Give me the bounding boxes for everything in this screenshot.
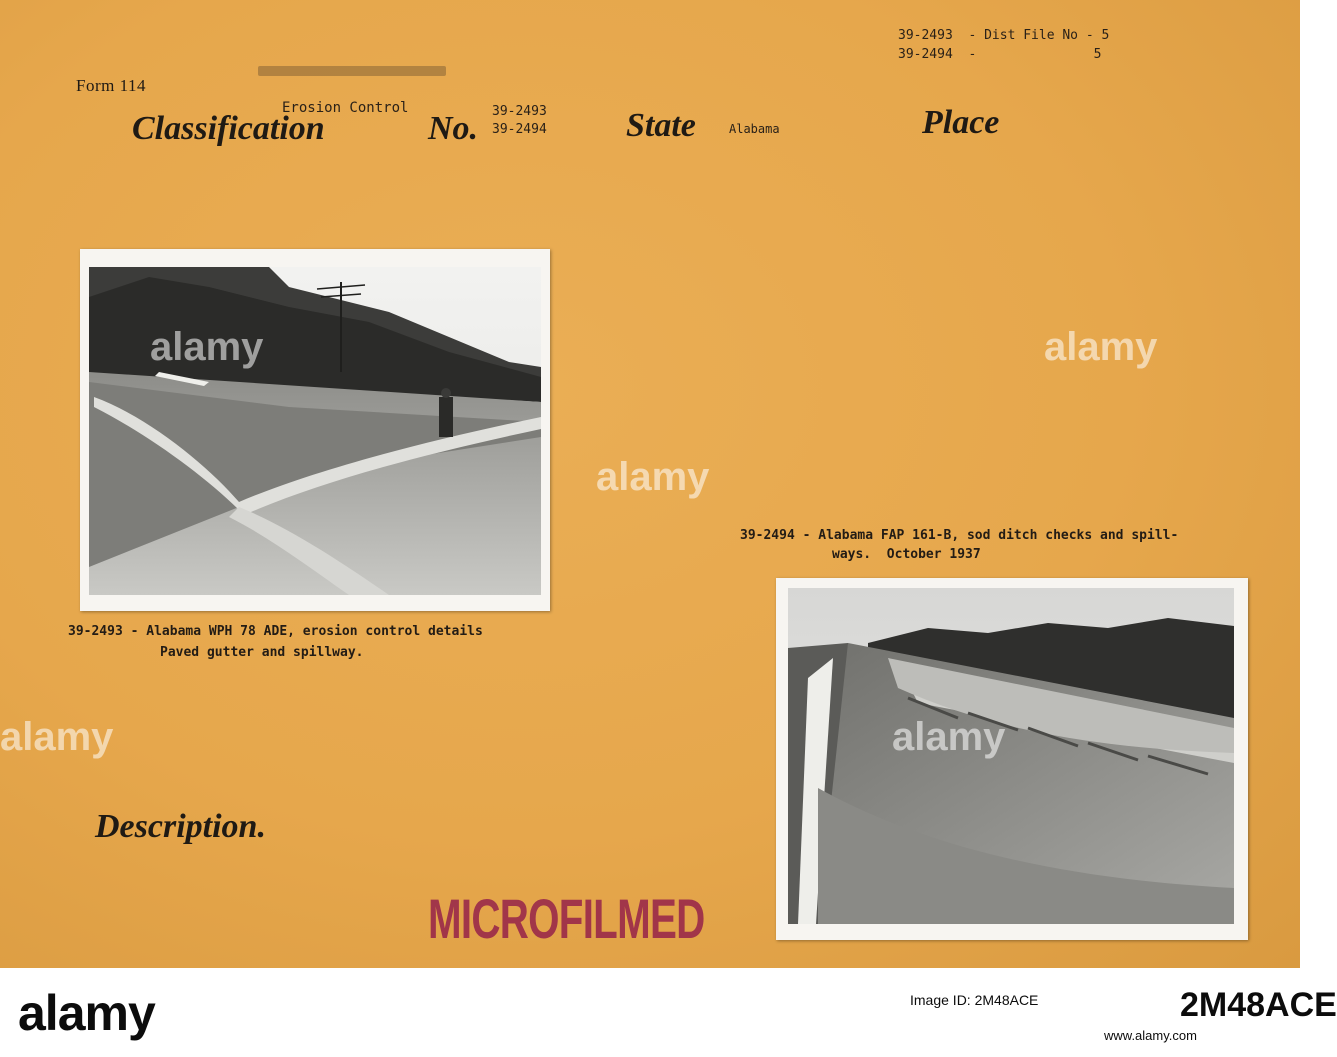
watermark: alamy <box>1044 325 1158 369</box>
photo-1-image <box>89 267 541 595</box>
struck-out-text <box>258 66 446 76</box>
photo-erosion-control <box>80 249 550 611</box>
photo-sod-ditch-checks <box>776 578 1248 940</box>
place-label: Place <box>922 104 1000 141</box>
no-value-2: 39-2494 <box>492 122 547 137</box>
photo-1-caption-line-2: Paved gutter and spillway. <box>160 645 364 660</box>
watermark: alamy <box>0 715 114 759</box>
watermark: alamy <box>150 325 264 369</box>
dist-file-line-1: 39-2493 - Dist File No - 5 <box>898 28 1110 43</box>
form-label: Form 114 <box>76 76 146 95</box>
classification-label: Classification <box>132 110 325 147</box>
watermark: alamy <box>892 715 1006 759</box>
description-label: Description. <box>95 808 266 845</box>
classification-value: Erosion Control <box>282 100 409 116</box>
footer-bar <box>0 968 1337 1057</box>
site-url: www.alamy.com <box>1104 1028 1197 1043</box>
no-label: No. <box>428 110 479 147</box>
photo-1-caption-line-1: 39-2493 - Alabama WPH 78 ADE, erosion control details <box>68 624 483 639</box>
image-code: 2M48ACE <box>1180 986 1337 1024</box>
state-value: Alabama <box>729 122 780 136</box>
dist-file-line-2: 39-2494 - 5 <box>898 47 1102 62</box>
photo-2-caption-line-1: 39-2494 - Alabama FAP 161-B, sod ditch checks and spill- <box>740 528 1179 543</box>
photo-2-image <box>788 588 1234 924</box>
watermark: alamy <box>596 455 710 499</box>
photo-2-caption-line-2: ways. October 1937 <box>832 547 981 562</box>
alamy-logo: alamy <box>18 985 155 1041</box>
state-label: State <box>626 107 696 144</box>
no-value-1: 39-2493 <box>492 104 547 119</box>
microfilmed-stamp: MICROFILMED <box>428 887 705 950</box>
image-id: Image ID: 2M48ACE <box>910 992 1039 1008</box>
